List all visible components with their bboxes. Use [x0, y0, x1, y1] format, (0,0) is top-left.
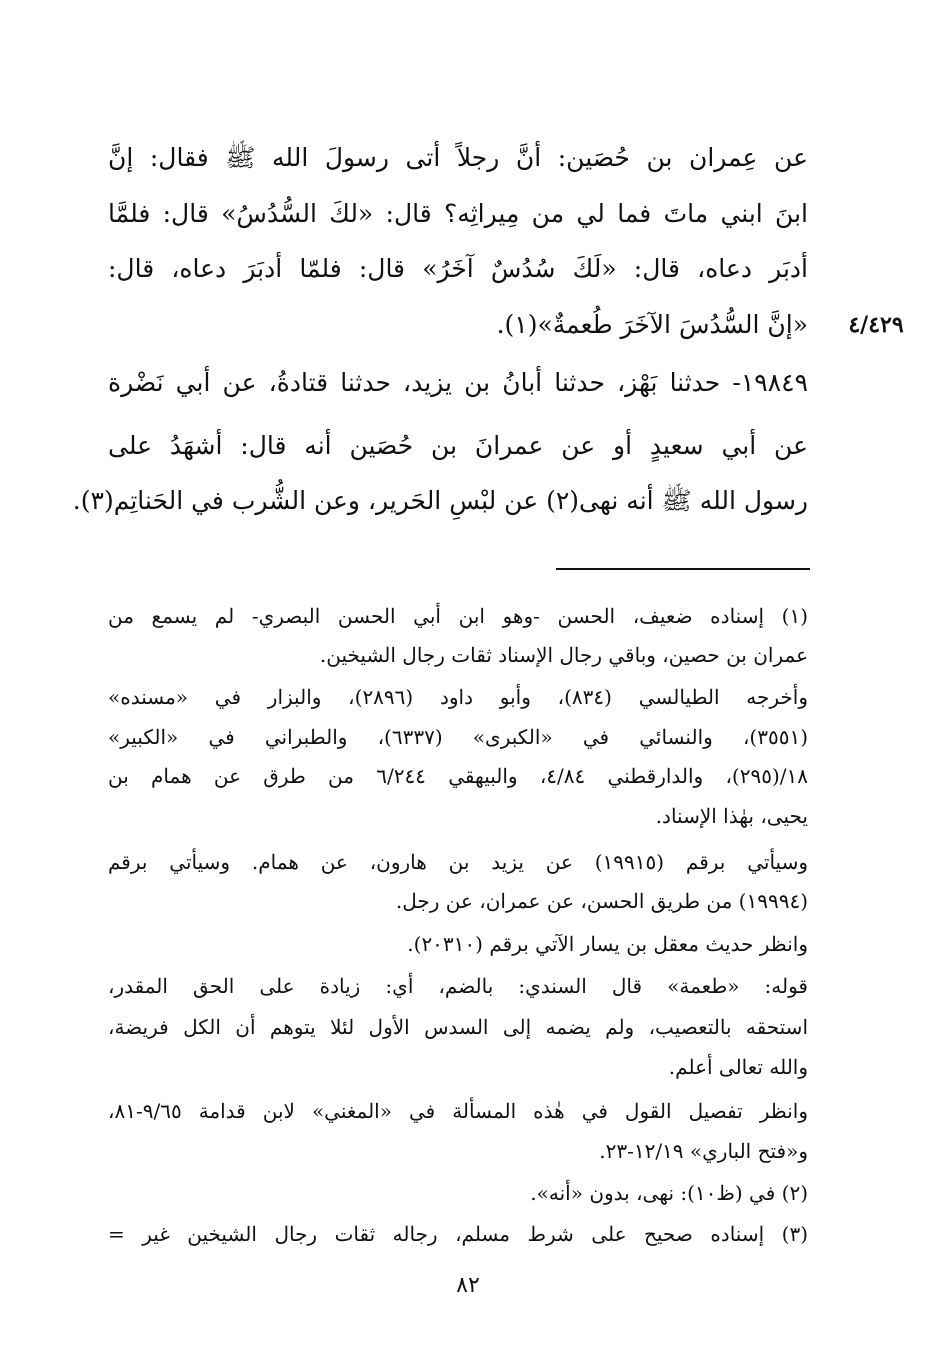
footnote-line: (١) إسناده ضعيف، الحسن -وهو ابن أبي الحسن البصري- لم يسمع من — [108, 604, 808, 628]
footnote-line: ١٨/(٢٩٥)، والدارقطني ٤/٨٤، والبيهقي ٦/٢٤٤ من طرق عن همام بن — [108, 764, 808, 788]
main-text-line: «إنَّ السُّدُسَ الآخَرَ طُعمةٌ»(١). — [496, 310, 808, 339]
volume-page-reference: ٤/٤٢٩ — [848, 312, 904, 338]
footnote-line: (٣) إسناده صحيح على شرط مسلم، رجاله ثقات رجال الشيخين غير = — [108, 1222, 808, 1246]
footnote-line: وأخرجه الطيالسي (٨٣٤)، وأبو داود (٢٨٩٦)، والبزار في «مسنده» — [108, 685, 808, 709]
footnote-line: استحقه بالتعصيب، ولم يضمه إلى السدس الأول لئلا يتوهم أن الكل فريضة، — [108, 1015, 808, 1039]
main-text-line: عن عِمران بن حُصَين: أنَّ رجلاً أتى رسولَ الله ﷺ فقال: إنَّ — [108, 143, 808, 172]
hadith-number-line: ١٩٨٤٩- حدثنا بَهْز، حدثنا أبانُ بن يزيد، حدثنا قتادةُ، عن أبي نَضْرة — [108, 368, 808, 397]
footnote-line: عمران بن حصين، وباقي رجال الإسناد ثقات رجال الشيخين. — [319, 643, 808, 667]
footnote-line: وانظر تفصيل القول في هٰذه المسألة في «المغني» لابن قدامة ٩/٦٥-٨١، — [108, 1099, 808, 1123]
footnote-line: وسيأتي برقم (١٩٩١٥) عن يزيد بن هارون، عن همام. وسيأتي برقم — [108, 850, 808, 874]
footnote-line: (٢) في (ظ١٠): نهى، بدون «أنه». — [530, 1181, 808, 1205]
footnote-line: والله تعالى أعلم. — [668, 1055, 808, 1079]
footnote-line: يحيى، بهٰذا الإسناد. — [655, 804, 808, 828]
main-text-line: ابنَ ابني ماتَ فما لي من مِيراثِه؟ قال: «لكَ السُّدُسُ» قال: فلمَّا — [108, 199, 808, 228]
main-text-line: عن أبي سعيدٍ أو عن عمرانَ بن حُصَين أنه قال: أشهَدُ على — [108, 431, 808, 460]
footnote-line: و«فتح الباري» ١٢/١٩-٢٣. — [599, 1139, 808, 1163]
footnote-line: (٣٥٥١)، والنسائي في «الكبرى» (٦٣٣٧)، والطبراني في «الكبير» — [108, 725, 808, 749]
main-text-line: أدبَر دعاه، قال: «لَكَ سُدُسٌ آخَرُ» قال: فلمّا أدبَرَ دعاه، قال: — [108, 254, 808, 283]
footnote-line: (١٩٩٩٤) من طريق الحسن، عن عمران، عن رجل. — [395, 889, 808, 913]
main-text-line: رسول الله ﷺ أنه نهى(٢) عن لبْسِ الحَرير، وعن الشُّرب في الحَناتِم(٣). — [72, 486, 808, 515]
page-number: ٨٢ — [456, 1273, 480, 1298]
footnote-line: قوله: «طعمة» قال السندي: بالضم، أي: زيادة على الحق المقدر، — [108, 974, 808, 998]
footnote-divider — [556, 568, 810, 570]
footnote-line: وانظر حديث معقل بن يسار الآتي برقم (٢٠٣١٠). — [407, 932, 808, 956]
